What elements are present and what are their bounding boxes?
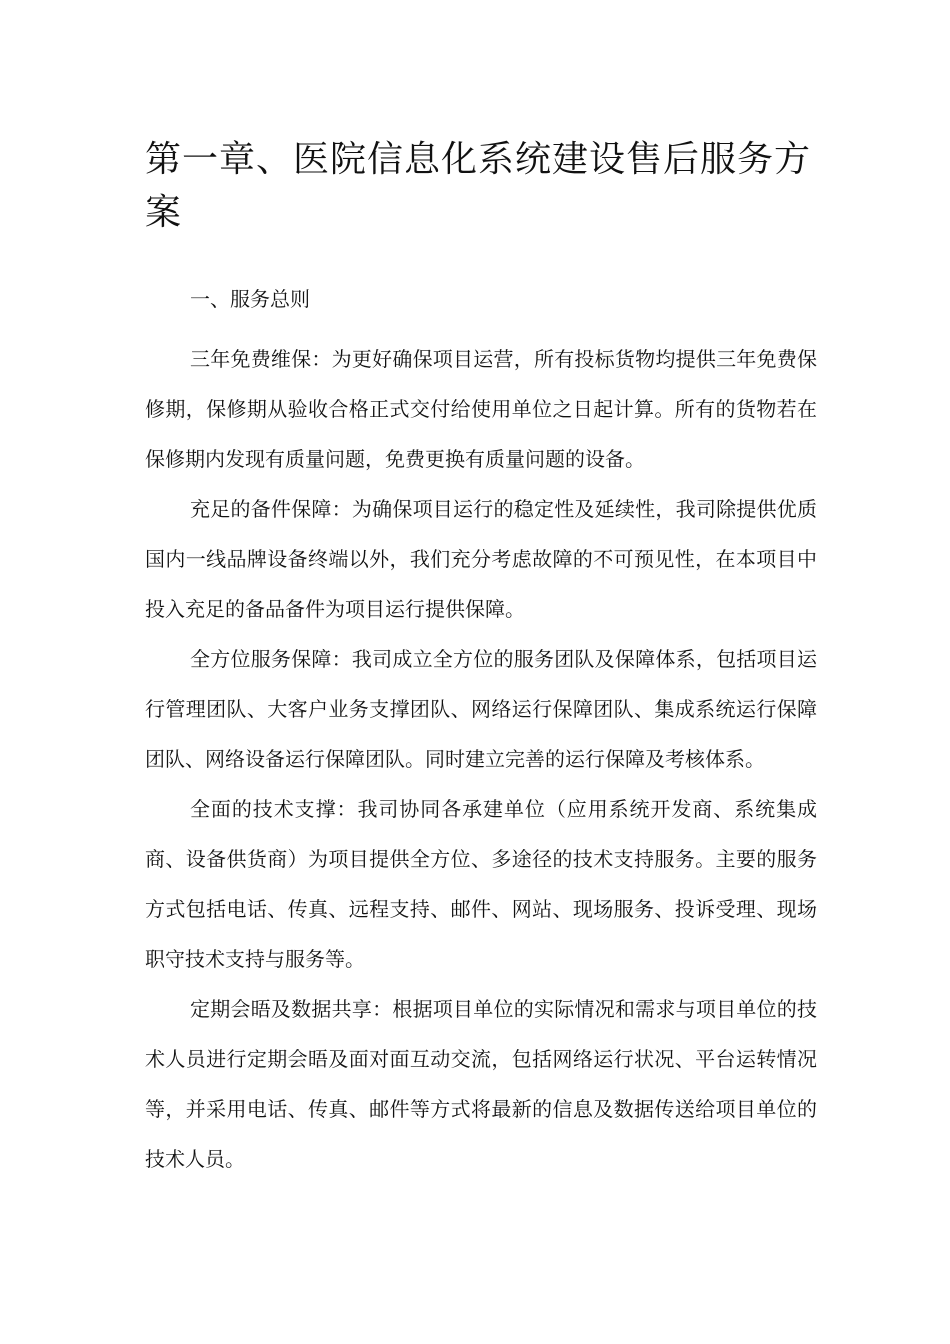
paragraph-meetings-data-sharing: 定期会晤及数据共享：根据项目单位的实际情况和需求与项目单位的技术人员进行定期会晤及面对面互动交流，包括网络运行状况、平台运转情况等，并采用电话、传真、邮件等方式将最新的信息及数据传送给项目单位的技术人员。: [145, 997, 817, 1171]
chapter-title: 第一章、医院信息化系统建设售后服务方案: [145, 139, 812, 233]
paragraph-warranty: 三年免费维保：为更好确保项目运营，所有投标货物均提供三年免费保修期，保修期从验收合格正式交付给使用单位之日起计算。所有的货物若在保修期内发现有质量问题，免费更换有质量问题的设备。: [145, 347, 817, 471]
paragraph-spare-parts: 充足的备件保障：为确保项目运行的稳定性及延续性，我司除提供优质国内一线品牌设备终端以外，我们充分考虑故障的不可预见性，在本项目中投入充足的备品备件为项目运行提供保障。: [145, 497, 817, 621]
paragraph-technical-support: 全面的技术支撑：我司协同各承建单位（应用系统开发商、系统集成商、设备供货商）为项目提供全方位、多途径的技术支持服务。主要的服务方式包括电话、传真、远程支持、邮件、网站、现场服务、投诉受理、现场职守技术支持与服务等。: [145, 797, 817, 971]
section-heading: 一、服务总则: [190, 287, 310, 311]
paragraph-service-guarantee: 全方位服务保障：我司成立全方位的服务团队及保障体系，包括项目运行管理团队、大客户业务支撑团队、网络运行保障团队、集成系统运行保障团队、网络设备运行保障团队。同时建立完善的运行保障及考核体系。: [145, 647, 817, 771]
body-text: [145, 334, 817, 1184]
